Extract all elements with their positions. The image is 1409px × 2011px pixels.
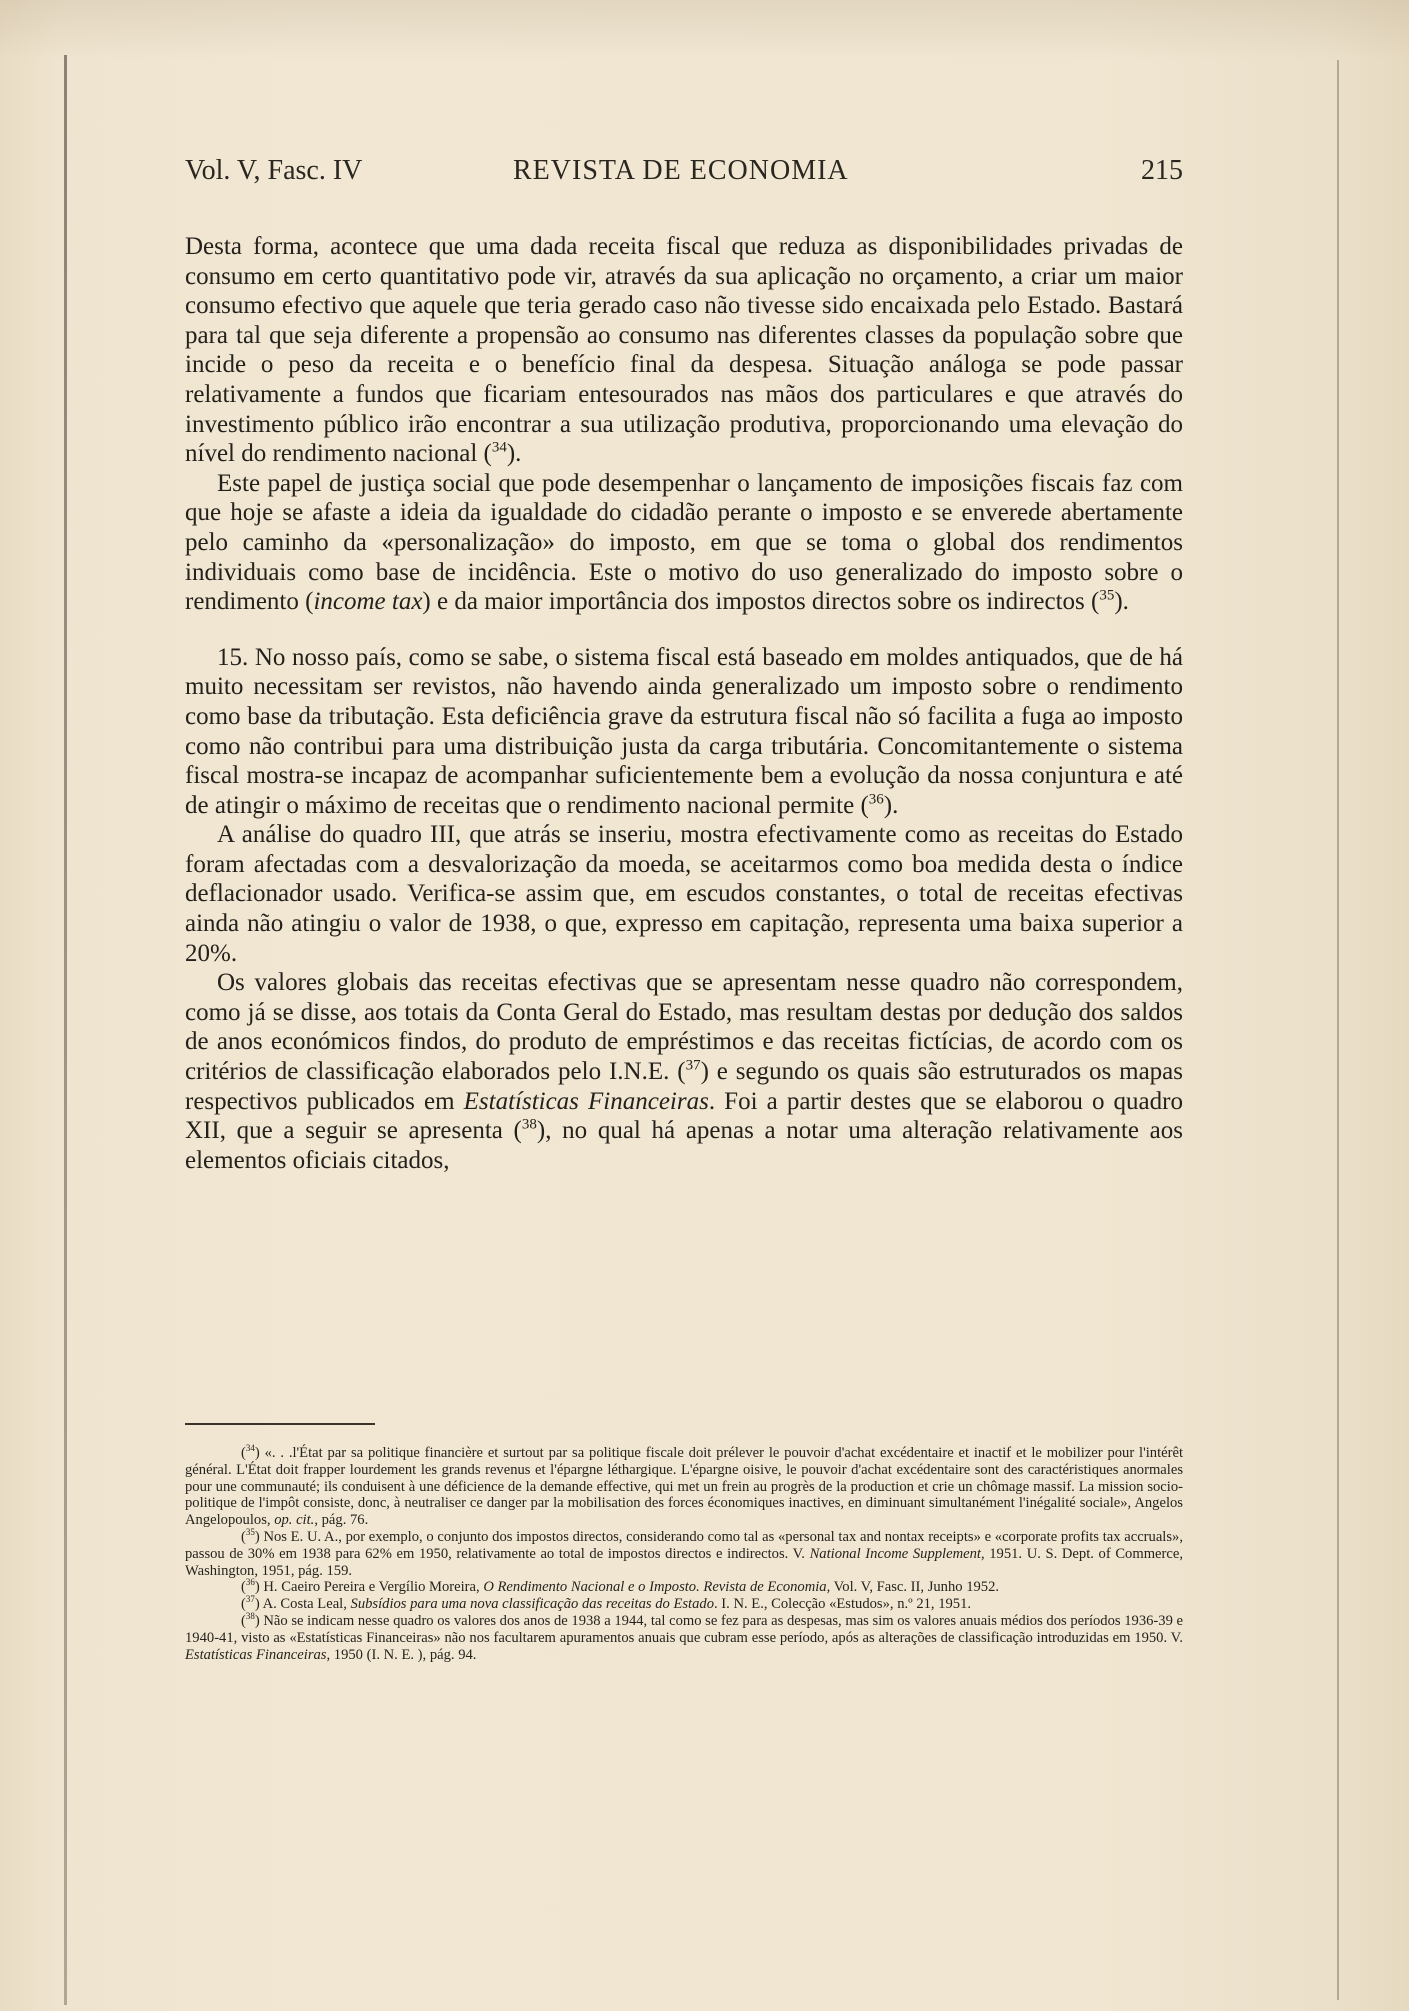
running-header <box>185 155 1183 195</box>
footnote-36: ($^{36}$) H. Caeiro Pereira e Vergílio Moreira, O Rendimento Nacional e o Imposto. Revista de Economia, Vol. V, Fasc. II, Junho 1952. <box>241 1577 1000 1596</box>
paragraph-4: A análise do quadro III, que atrás se inseriu, mostra efectivamente como as receitas do Estado foram afectadas com a desvalorização da moeda, se aceitarmos como boa medida desta o índice deflacionador usado. Verifica-se assim que, em escudos constantes, o total de receitas efectivas ainda não atingiu o valor de 1938, o que, expresso em capitação, representa uma baixa superior a 20%. <box>185 821 1183 967</box>
paragraph-2: Este papel de justiça social que pode desempenhar o lançamento de imposições fiscais faz com que hoje se afaste a ideia da igualdade do cidadão perante o imposto e se enverede abertamente pelo caminho da «personalização» do imposto, em que se toma o global dos rendimentos individuais como base de incidência. Este o motivo do uso generalizado do imposto sobre o rendimento (income tax) e da maior importância dos impostos directos sobre os indirectos ($^{35}$). <box>185 469 1183 616</box>
footnote-ref-34: 34 <box>491 439 507 456</box>
paragraph-3: 15. No nosso país, como se sabe, o sistema fiscal está baseado em moldes antiquados, que de há muito necessitam ser revistos, não havendo ainda generalizado um imposto sobre o rendimento como base da tributação. Esta deficiência grave da estrutura fiscal não só facilita a fuga ao imposto como não contribui para uma distribuição justa da carga tributária. Concomitantemente o sistema fiscal mostra-se incapaz de acompanhar suficientemente bem a evolução da nossa conjuntura e até de atingir o máximo de receitas que o rendimento nacional permite ($^{36}$). <box>185 643 1183 819</box>
footnote-35: ($^{35}$) Nos E. U. A., por exemplo, o conjunto dos impostos directos, considerando como tal as «personal tax and nontax receipts» e «corporate profits tax accruals», passou de 30% em 1938 para 62% em 1950, relativamente ao total de impostos directos e indirectos. V. National Income Supplement, 1951. U. S. Dept. of Commerce, Washington, 1951, pág. 159. <box>185 1527 1183 1579</box>
footnote-ref-35: 35 <box>1099 587 1115 604</box>
main-text <box>185 232 1183 1175</box>
page-number: 215 <box>1141 155 1183 186</box>
footnote-34: ($^{34}$) «. . .l'État par sa politique financière et surtout par sa politique fiscale doit prélever le pouvoir d'achat excédentaire et inactif et le mobilizer pour l'intérêt général. L'État doit frapper lourdement les grands revenus et l'épargne léthargique. L'épargne oisive, le pouvoir d'achat excédentaire sont des caractéristiques anormales pour une communauté; ils conduisent à une déficience de la demande effective, qui met un frein au progrès de la production et crie un chômage massif. La mission socio-politique de l'impôt consiste, donc, à neutraliser ce danger par la mobilisation des forces économiques inactives, en diminuant simultanément l'inégalité sociale», Angelos Angelopoulos, op. cit., pág. 76. <box>185 1443 1184 1529</box>
volume-label: Vol. V, Fasc. IV <box>185 155 363 186</box>
binding-edge <box>64 55 67 2005</box>
footnote-ref-38: 38 <box>521 1116 537 1133</box>
italic-title: Estatísticas Financeiras <box>463 1087 709 1115</box>
footnote-37: ($^{37}$) A. Costa Leal, Subsídios para uma nova classificação das receitas do Estado. I. N. E., Colecção «Estudos», n.º 21, 1951. <box>241 1594 972 1613</box>
footnote-38: ($^{38}$) Não se indicam nesse quadro os valores dos anos de 1938 a 1944, tal como se fez para as despesas, mas sim os valores anuais médios dos períodos 1936-39 e 1940-41, visto as «Estatísticas Financeiras» não nos facultarem apuramentos anuais que cubram esse período, após as alterações de classificação introduzidas em 1950. V. Estatísticas Financeiras, 1950 (I. N. E. ), pág. 94. <box>185 1611 1183 1663</box>
page-shadow <box>0 0 1409 60</box>
footnotes <box>185 1445 1183 1663</box>
footnote-separator <box>185 1423 375 1425</box>
italic-term: income tax <box>313 588 423 616</box>
paragraph-1: Desta forma, acontece que uma dada receita fiscal que reduza as disponibilidades privadas de consumo em certo quantitativo pode vir, através da sua aplicação no orçamento, a criar um maior consumo efectivo que aquele que teria gerado caso não tivesse sido encaixada pelo Estado. Bastará para tal que seja diferente a propensão ao consumo nas diferentes classes da população sobre que incide o peso da receita e o benefício final da despesa. Situação análoga se pode passar relativamente a fundos que ficariam entesourados nas mãos dos particulares e que através do investimento público irão encontrar a sua utilização produtiva, proporcionando uma elevação do nível do rendimento nacional ($^{34}$). <box>185 233 1183 468</box>
paragraph-5: Os valores globais das receitas efectivas que se apresentam nesse quadro não correspondem, como já se disse, aos totais da Conta Geral do Estado, mas resultam destas por dedução dos saldos de anos económicos findos, do produto de empréstimos e das receitas fictícias, de acordo com os critérios de classificação elaborados pelo I.N.E. ($^{37}$) e segundo os quais são estruturados os mapas respectivos publicados em Estatísticas Financeiras. Foi a partir destes que se elaborou o quadro XII, que a seguir se apresenta ($^{38}$), no qual há apenas a notar uma alteração relativamente aos elementos oficiais citados, <box>185 969 1183 1174</box>
footnote-ref-37: 37 <box>685 1057 701 1074</box>
journal-title: REVISTA DE ECONOMIA <box>513 155 849 186</box>
right-page-edge <box>1337 60 1339 2000</box>
footnote-ref-36: 36 <box>868 791 884 808</box>
